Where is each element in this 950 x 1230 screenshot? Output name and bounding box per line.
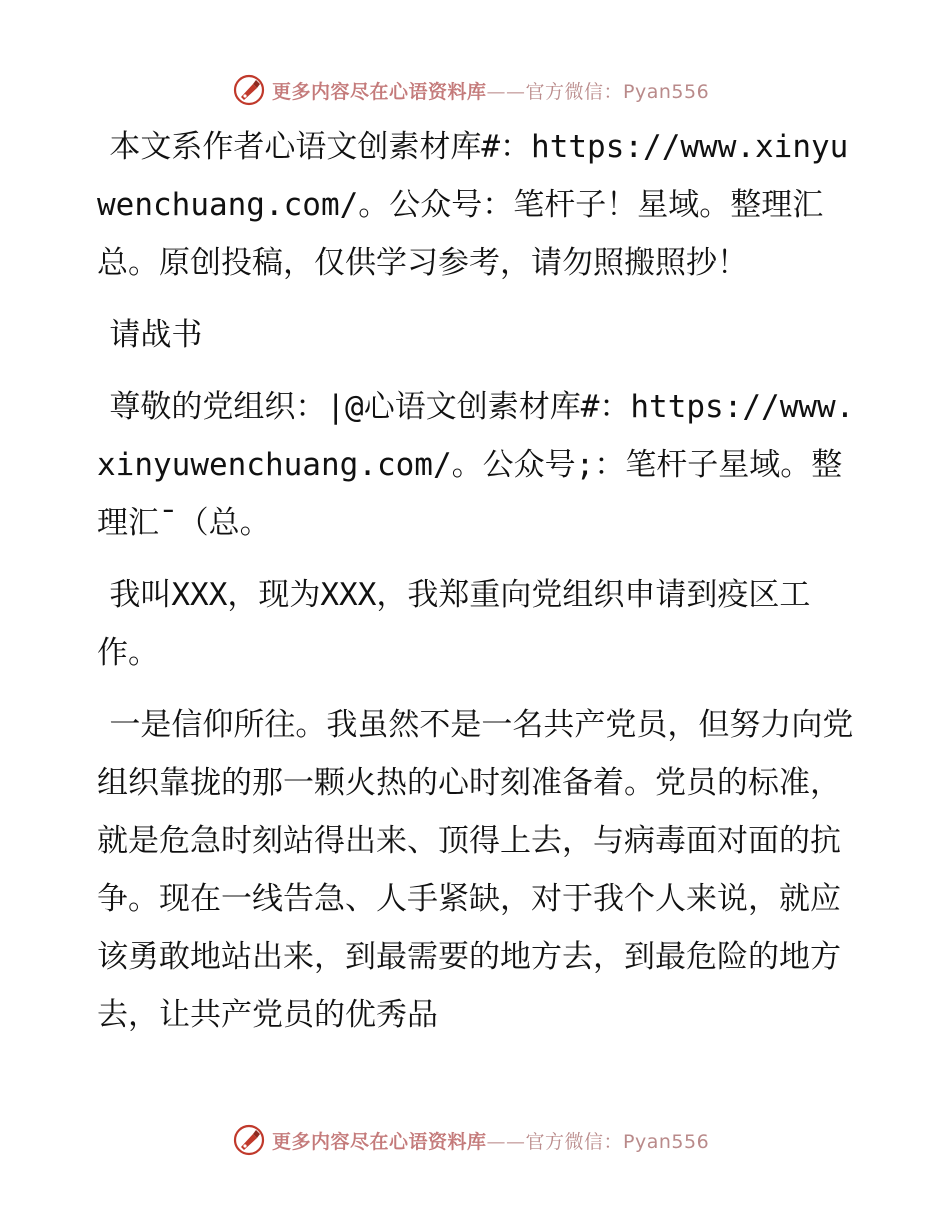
pen-nib-logo-icon [232, 1123, 266, 1157]
pen-nib-logo-icon [232, 73, 266, 107]
watermark-wechat-label: 官方微信： [525, 1130, 624, 1153]
copyright-notice: 本文系作者心语文创素材库#：https://www.xinyuwenchuang.com/。公众号：笔杆子！星域。整理汇总。原创投稿，仅供学习参考，请勿照搬照抄！ [97, 129, 849, 281]
watermark-separator: —— [486, 80, 526, 103]
body-paragraph: 一是信仰所往。我虽然不是一名共产党员，但努力向党组织靠拢的那一颗火热的心时刻准备着。党员的标准，就是危急时刻站得出来、顶得上去，与病毒面对面的抗争。现在一线告急、人手紧缺，对于我个人来说，就应该勇敢地站出来，到最需要的地方去，到最危险的地方去，让共产党员的优秀品 [97, 707, 854, 1033]
intro-paragraph: 我叫XXX，现为XXX，我郑重向党组织申请到疫区工作。 [97, 577, 811, 671]
document-body [97, 118, 857, 1058]
watermark-wechat-id: Pyan556 [623, 80, 710, 103]
watermark-brand: 更多内容尽在心语资料库 [272, 80, 487, 103]
document-title: 请战书 [109, 317, 203, 353]
footer-watermark [232, 1120, 709, 1160]
watermark-text [272, 77, 709, 104]
watermark-wechat-label: 官方微信： [525, 80, 624, 103]
salutation: 尊敬的党组织：|@心语文创素材库#：https://www.xinyuwenchuang.com/。公众号;：笔杆子星域。整理汇¯（总。 [97, 389, 855, 541]
watermark-text [272, 1127, 709, 1154]
watermark-brand: 更多内容尽在心语资料库 [272, 1130, 487, 1153]
header-watermark [232, 70, 709, 110]
watermark-wechat-id: Pyan556 [623, 1130, 710, 1153]
watermark-separator: —— [486, 1130, 526, 1153]
